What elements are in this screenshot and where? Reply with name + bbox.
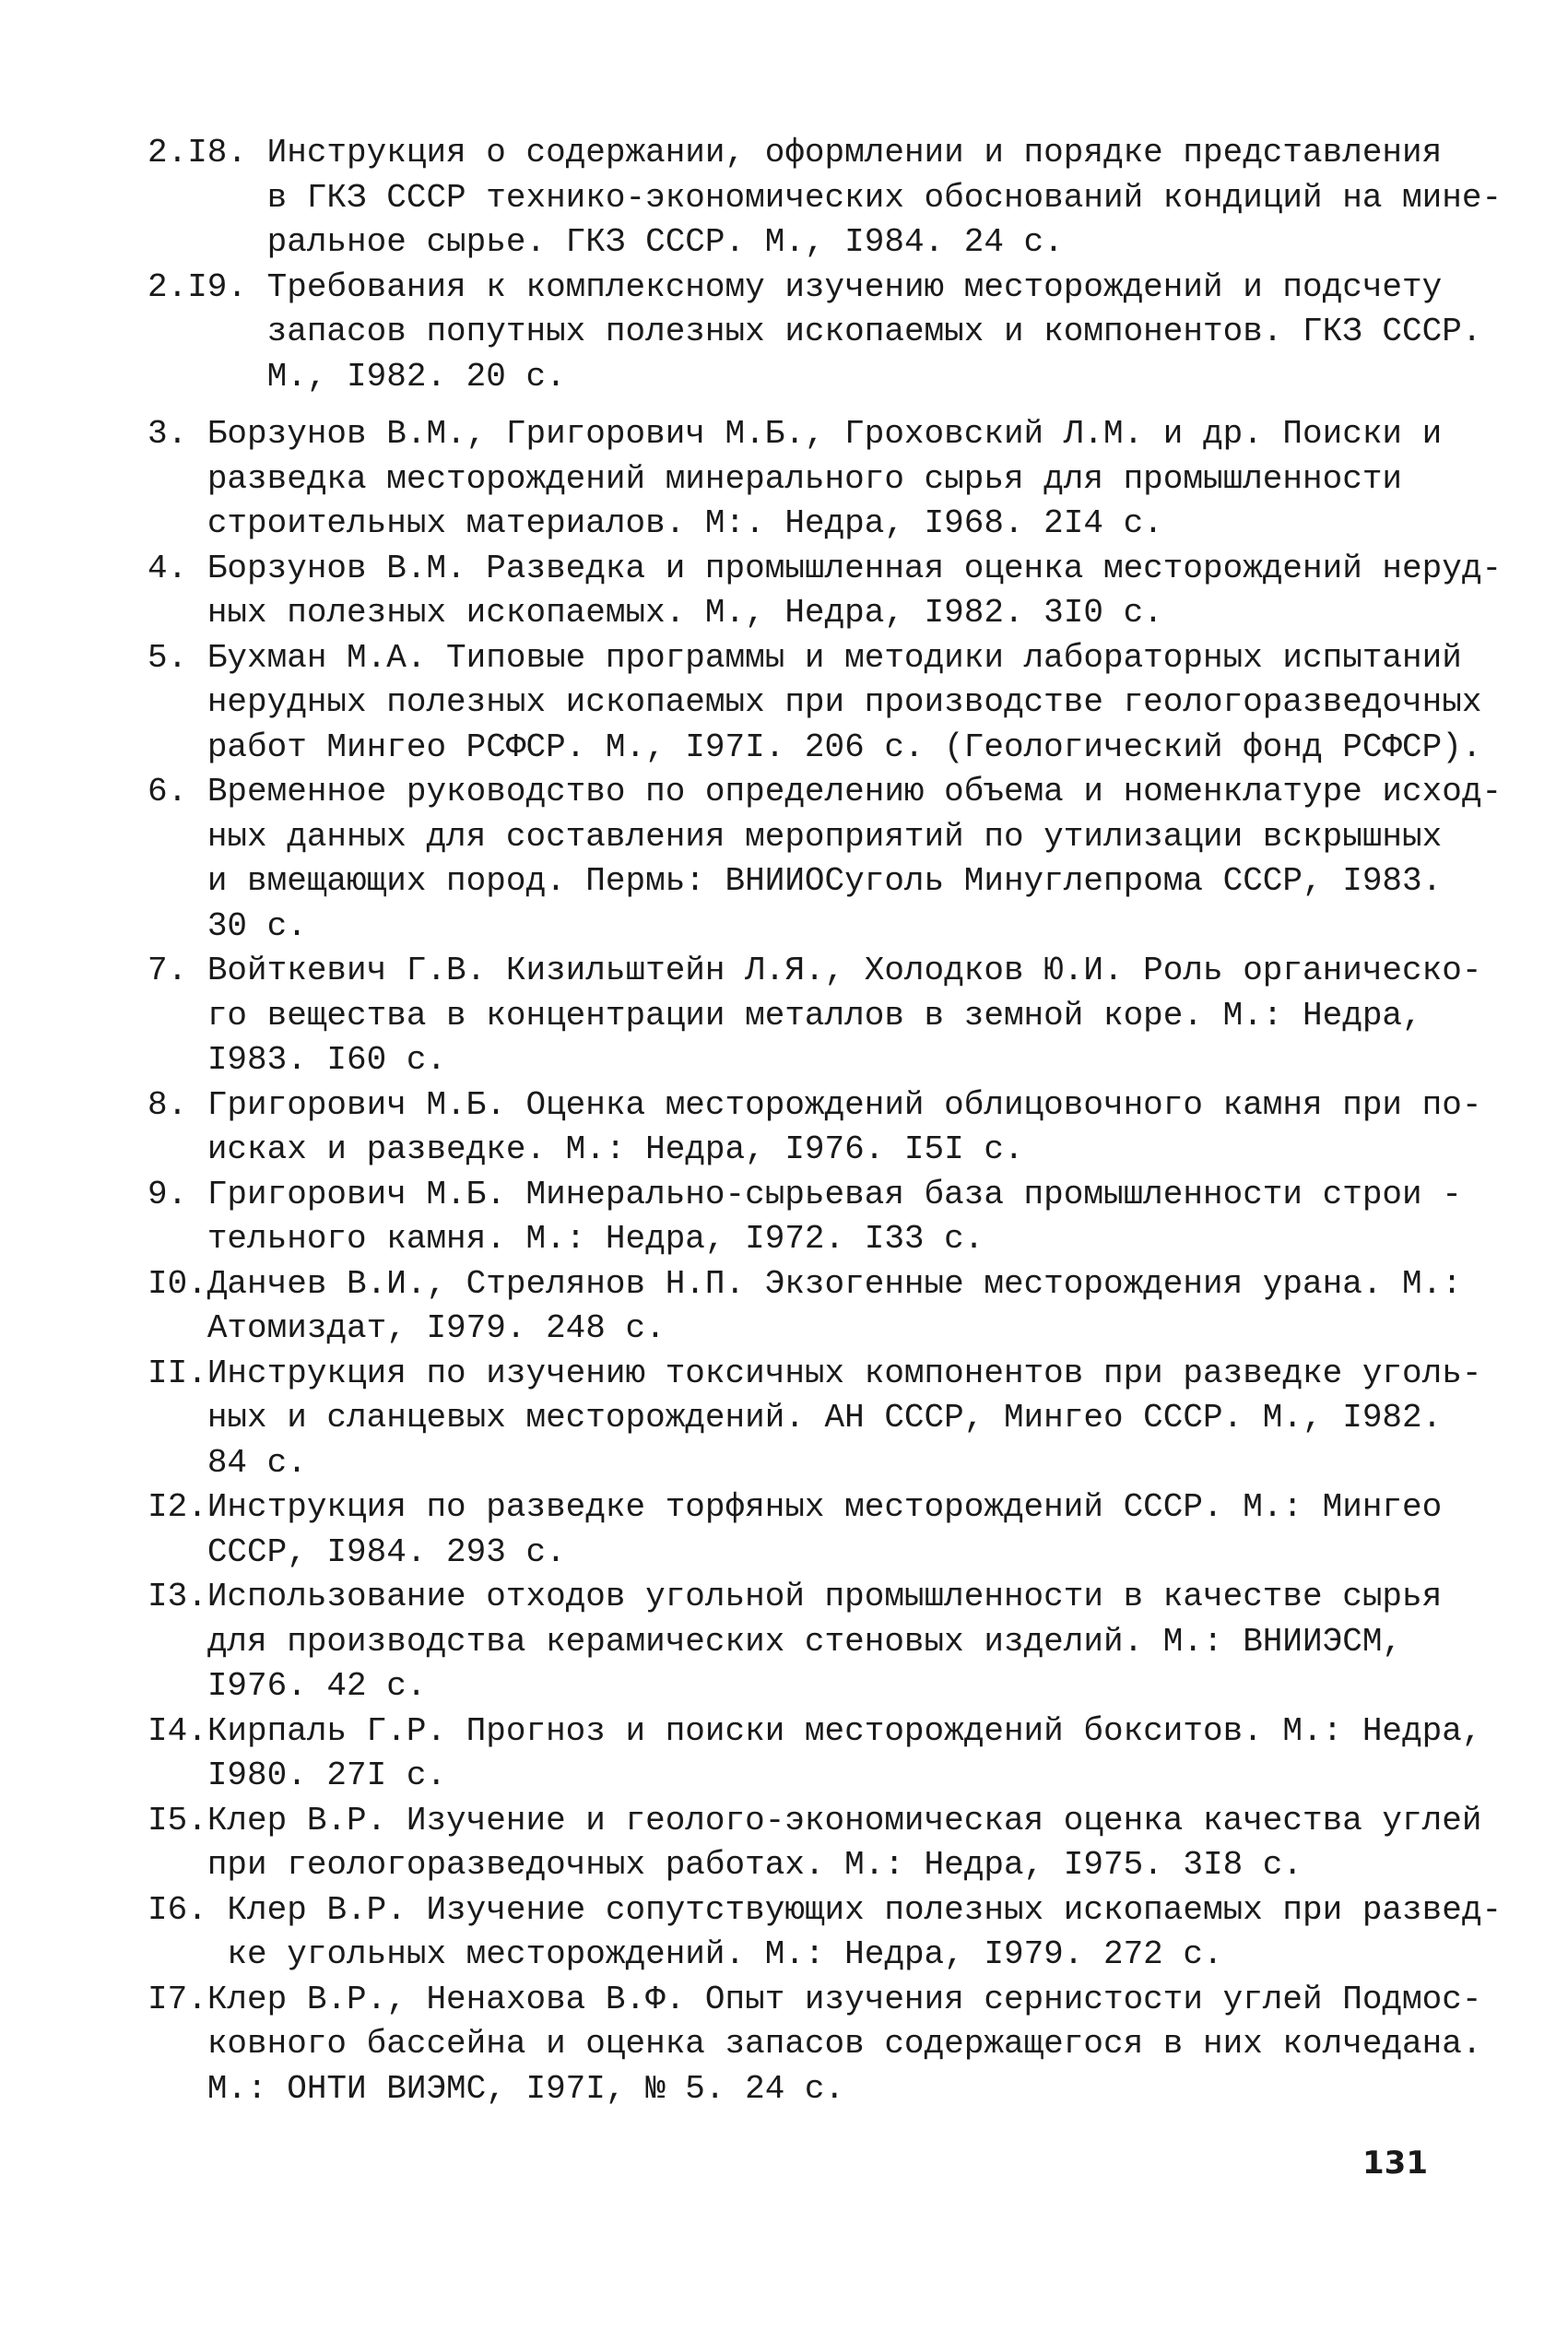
reference-line: I980. 27I с. (206, 1756, 447, 1794)
reference-line: Бухман М.А. Типовые программы и методики лабораторных испытаний (206, 638, 1462, 677)
reference-item (147, 1262, 1462, 1352)
reference-number: I0. (147, 1264, 207, 1303)
reference-line: при геологоразведочных работах. М.: Недра, I975. 3I8 с. (206, 1846, 1303, 1884)
reference-text (207, 1575, 1442, 1709)
reference-line: разведка месторождений минерального сырья для промышленности (206, 459, 1403, 498)
reference-line: го вещества в концентрации металлов в земной коре. М.: Недра, (206, 996, 1422, 1035)
reference-line: Клер В.Р., Ненахова В.Ф. Опыт изучения сернистости углей Подмос- (206, 1980, 1482, 2018)
reference-item (147, 636, 1482, 771)
reference-text (207, 770, 1502, 949)
reference-text (207, 1485, 1442, 1575)
reference-number: 2.I8. (147, 134, 267, 171)
reference-item (147, 949, 1482, 1083)
reference-text (207, 412, 1442, 547)
reference-number: 6. (147, 773, 207, 810)
reference-text (207, 1083, 1482, 1173)
reference-text (207, 1352, 1482, 1486)
reference-item (147, 1083, 1482, 1173)
reference-text (207, 1262, 1462, 1352)
reference-number: I5. (147, 1801, 207, 1839)
reference-line: Временное руководство по определению объема и номенклатуре исход- (206, 773, 1503, 810)
reference-number: I6. (147, 1890, 228, 1929)
reference-number: II. (147, 1354, 207, 1392)
reference-line: Григорович М.Б. Оценка месторождений облицовочного камня при по- (206, 1085, 1482, 1124)
reference-text (207, 1799, 1482, 1888)
reference-text (207, 1978, 1482, 2112)
reference-text (267, 131, 1502, 266)
reference-line: ных и сланцевых месторождений. АН СССР, Мингео СССР. М., I982. (206, 1399, 1443, 1437)
reference-line: 84 с. (206, 1443, 307, 1482)
reference-item (147, 1978, 1482, 2112)
reference-line: нерудных полезных ископаемых при производстве геологоразведочных (206, 683, 1482, 721)
reference-item (147, 1709, 1482, 1799)
reference-line: ке угольных месторождений. М.: Недра, I979. 272 с. (227, 1935, 1223, 1973)
reference-line: Инструкция о содержании, оформлении и порядке представления (266, 134, 1443, 171)
reference-item (147, 1352, 1482, 1486)
reference-line: Данчев В.И., Стрелянов Н.П. Экзогенные месторождения урана. М.: (206, 1264, 1462, 1303)
reference-line: в ГКЗ СССР технико-экономических обоснований кондиций на мине- (266, 178, 1503, 217)
reference-line: ных данных для составления мероприятий по утилизации вскрышных (206, 817, 1443, 856)
reference-number: I7. (147, 1980, 207, 2018)
reference-number: 8. (147, 1085, 207, 1124)
reference-list (147, 131, 1503, 2111)
reference-line: Требования к комплексному изучению месторождений и подсчету (266, 267, 1443, 306)
reference-line: запасов попутных полезных ископаемых и компонентов. ГКЗ СССР. (266, 313, 1482, 350)
reference-text (267, 266, 1482, 400)
reference-text (207, 547, 1502, 636)
reference-line: тельного камня. М.: Недра, I972. I33 с. (206, 1220, 984, 1258)
reference-line: Войткевич Г.В. Кизильштейн Л.Я., Холодков Ю.И. Роль органическо- (206, 952, 1482, 989)
reference-line: Григорович М.Б. Минерально-сырьевая база промышленности строи - (206, 1175, 1462, 1213)
reference-line: работ Мингео РСФСР. М., I97I. 206 с. (Геологический фонд РСФСР). (206, 727, 1482, 766)
reference-number: I3. (147, 1578, 207, 1615)
reference-number: 5. (147, 638, 207, 677)
reference-item (147, 1173, 1462, 1262)
reference-text (207, 1709, 1482, 1799)
reference-line: ных полезных ископаемых. М., Недра, I982. 3I0 с. (206, 594, 1163, 632)
reference-item (147, 547, 1503, 636)
page-number: 131 (1362, 2145, 1428, 2182)
reference-line: ковного бассейна и оценка запасов содержащегося в них колчедана. (206, 2025, 1482, 2063)
reference-line: Кирпаль Г.Р. Прогноз и поиски месторождений бокситов. М.: Недра, (206, 1711, 1482, 1750)
reference-number: I4. (147, 1711, 207, 1750)
reference-line: Клер В.Р. Изучение сопутствующих полезных ископаемых при развед- (227, 1890, 1503, 1929)
reference-item (147, 131, 1503, 266)
reference-text (207, 636, 1482, 771)
reference-item (147, 1888, 1503, 1978)
reference-line: строительных материалов. М:. Недра, I968. 2I4 с. (206, 504, 1163, 542)
reference-number: 7. (147, 952, 207, 989)
reference-line: Борзунов В.М. Разведка и промышленная оценка месторождений неруд- (206, 549, 1503, 587)
reference-item (147, 1799, 1482, 1888)
reference-text (227, 1888, 1502, 1978)
reference-number: 2.I9. (147, 267, 267, 306)
reference-line: СССР, I984. 293 с. (206, 1532, 566, 1571)
reference-line: I976. 42 с. (206, 1667, 427, 1705)
reference-line: исках и разведке. М.: Недра, I976. I5I с. (206, 1130, 1024, 1168)
reference-item (147, 266, 1482, 400)
reference-item (147, 770, 1503, 949)
reference-number: I2. (147, 1488, 207, 1526)
reference-line: I983. I60 с. (206, 1041, 447, 1079)
reference-number: 9. (147, 1175, 207, 1213)
reference-line: и вмещающих пород. Пермь: ВНИИОСуголь Минуглепрома СССР, I983. (206, 862, 1443, 900)
reference-text (207, 949, 1482, 1083)
reference-text (207, 1173, 1462, 1262)
reference-line: М., I982. 20 с. (266, 357, 566, 396)
reference-line: Клер В.Р. Изучение и геолого-экономическая оценка качества углей (206, 1801, 1482, 1839)
reference-line: Инструкция по изучению токсичных компонентов при разведке уголь- (206, 1354, 1482, 1392)
reference-number: 4. (147, 549, 207, 587)
reference-line: 30 с. (206, 906, 307, 945)
reference-item (147, 1485, 1443, 1575)
reference-item (147, 1575, 1443, 1709)
reference-line: Использование отходов угольной промышленности в качестве сырья (206, 1578, 1443, 1615)
reference-line: Атомиздат, I979. 248 с. (206, 1309, 666, 1347)
reference-line: Борзунов В.М., Григорович М.Б., Гроховский Л.М. и др. Поиски и (206, 415, 1443, 453)
reference-line: для производства керамических стеновых изделий. М.: ВНИИЭСМ, (206, 1622, 1403, 1661)
reference-item (147, 412, 1443, 547)
reference-line: Инструкция по разведке торфяных месторождений СССР. М.: Мингео (206, 1488, 1443, 1526)
reference-number: 3. (147, 415, 207, 453)
reference-line: ральное сырье. ГКЗ СССР. М., I984. 24 с. (266, 223, 1064, 261)
reference-line: М.: ОНТИ ВИЭМС, I97I, № 5. 24 с. (206, 2069, 845, 2108)
